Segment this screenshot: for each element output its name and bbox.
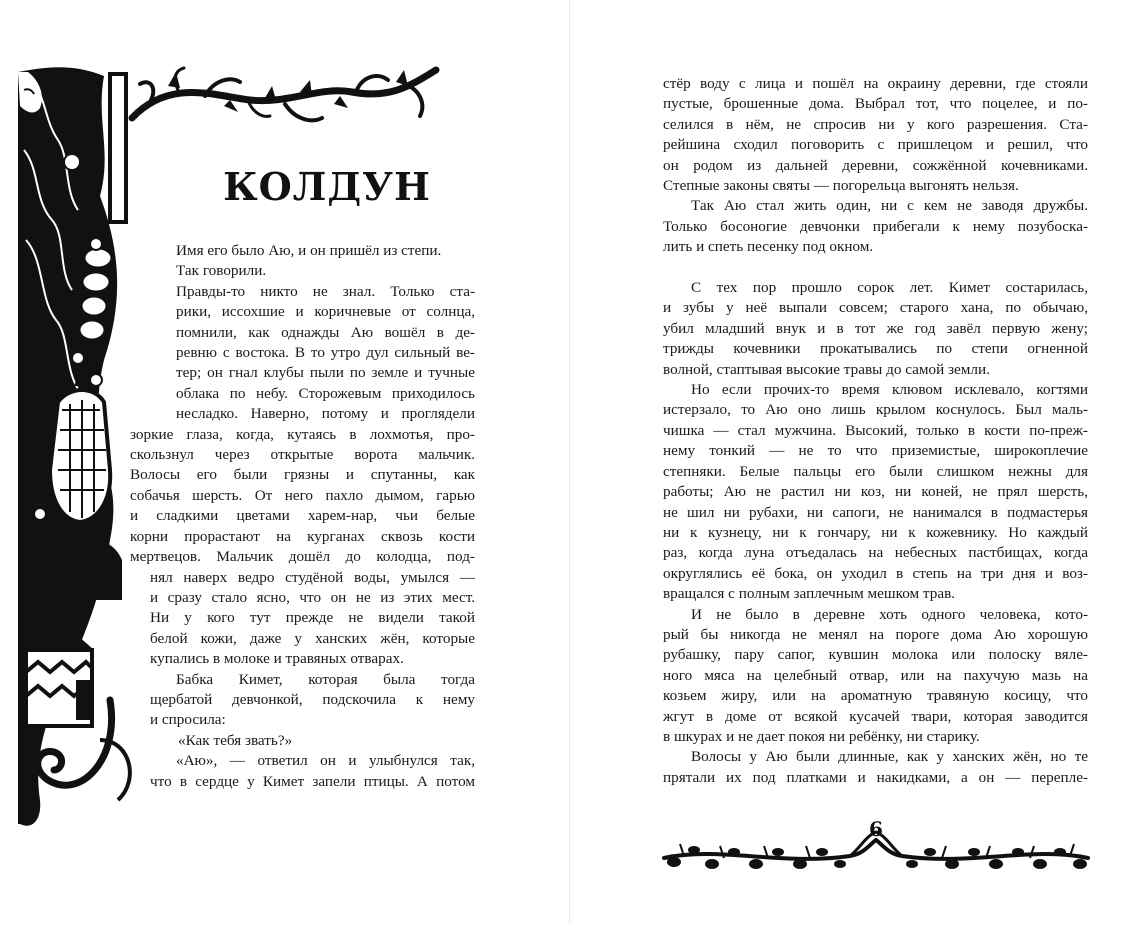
text-line: трижды кочевники прокатывались по степи огненной: [663, 340, 1088, 358]
text-line: рубашку, пару сапог, кувшин молока или полоску вяле-: [663, 646, 1088, 664]
text-line: «Аю», — ответил он и улыбнулся так,: [176, 752, 475, 770]
text-line: рики, иссохшие и коричневые от солнца,: [176, 303, 475, 321]
chapter-title: КОЛДУН: [223, 164, 431, 209]
text-line: ного мяса на целебный отвар, или на пахучую мазь на: [663, 666, 1088, 684]
woman-face-illustration: [18, 72, 42, 112]
text-line: помнили, как однажды Аю вошёл в де-: [176, 323, 475, 341]
text-line: не шил ни рубахи, ни сапоги, не нанимался в подмастерья: [663, 503, 1088, 521]
text-line: Но если прочих-то время клювом исклевало, когтями: [691, 381, 1088, 399]
text-line: рейшина сходил поговорить с пришлецом и решил, что: [663, 136, 1088, 154]
text-line: степняки. Белые пальцы его были слишком нежны для: [663, 462, 1088, 480]
text-line: и сразу стало ясно, что он не из этих мест.: [150, 588, 475, 606]
text-line: щербатой девчонкой, подскочила к нему: [150, 690, 475, 708]
text-line: округлялись её бока, он уходил в степь на три дня и воз-: [663, 564, 1088, 582]
text-line: Имя его было Аю, и он пришёл из степи.: [176, 242, 442, 259]
text-line: пустые, брошенные дома. Выбрал тот, что поцелее, и по-: [663, 95, 1088, 113]
text-line: нему тонкий — не то что приземистые, широкоплечие: [663, 442, 1088, 460]
text-line: Волосы его были грязны и спутанны, как: [130, 466, 475, 484]
text-line: истерзало, то Аю оно лишь крылом коснулось. Был маль-: [663, 401, 1088, 419]
text-line: Волосы у Аю были длинные, как у ханских жён, но те: [691, 748, 1088, 766]
text-line: козьем жиру, или на ароматную травяную косицу, что: [663, 687, 1088, 705]
text-line: раз, когда луна отъедалась на небесных пастбищах, когда: [663, 544, 1088, 562]
text-line: нял наверх ведро студёной воды, умылся —: [150, 568, 475, 586]
text-line: чишка — стал мужчина. Высокий, только в кости по-преж-: [663, 421, 1088, 439]
text-line: лить и спеть песенку под окном.: [663, 238, 874, 256]
text-line: стёр воду с лица и пошёл на окраину деревни, где стояли: [663, 75, 1088, 92]
text-line: Бабка Кимет, которая была тогда: [176, 670, 475, 688]
book-gutter: [569, 0, 570, 925]
text-line: белой кожи, даже у ханских жён, которые: [150, 629, 475, 647]
left-page-body: [130, 241, 475, 792]
text-line: волной, стаптывая высокие травы до самой земли.: [663, 360, 990, 378]
house-illustration: [22, 618, 94, 726]
text-line: купались в молоке и травяных отварах.: [150, 650, 404, 668]
text-line: тер; он гнал клубы пыли по земле и тучные: [176, 364, 475, 382]
text-line: вращался с полным заплечным мешком трав.: [663, 585, 956, 603]
text-line: рый бы никогда не менял на пороге дома Аю хорошую: [663, 625, 1088, 643]
text-line: скользнул через открытые ворота мальчик.: [130, 446, 475, 464]
text-line: и сладкими цветами харем-нар, чьи белые: [130, 507, 475, 525]
text-line: он родом из дальней деревни, сожжённой кочевниками.: [663, 156, 1088, 174]
text-line: зоркие глаза, когда, кутаясь в лохмотья, про-: [130, 425, 475, 443]
braid-illustration: [79, 248, 112, 340]
text-line: работы; Аю не растил ни коз, ни коней, не прял шерсть,: [663, 483, 1088, 501]
text-line: собачья шерсть. От него пахло дымом, гарью: [130, 486, 475, 504]
text-line: «Как тебя звать?»: [178, 731, 293, 749]
text-line: что в сердце у Кимет запели птицы. А потом: [150, 772, 475, 790]
text-line: корни прорастают на курганах сквозь кости: [130, 527, 475, 545]
branch-ornament-illustration: [660, 826, 1092, 876]
text-line: Степные законы святы — погорельца выгонять нельзя.: [663, 177, 1019, 195]
right-page-body: [663, 74, 1088, 788]
text-line: Правды-то никто не знал. Только ста-: [176, 282, 475, 300]
text-line: и спросила:: [150, 711, 226, 729]
text-line: несладко. Наверно, потому и проглядели: [176, 405, 475, 423]
text-line: в шкурах и не дает покоя ни ребёнку, ни старику.: [663, 727, 980, 745]
text-line: и зубы у неё выпали совсем; старого хана, по обычаю,: [663, 299, 1088, 317]
warrior-illustration: [50, 366, 122, 600]
hair-illustration: [18, 67, 117, 825]
text-line: Так Аю стал жить один, ни с кем не заводя дружбы.: [691, 197, 1088, 215]
text-line: селился в нём, не спросив ни у кого разрешения. Ста-: [663, 115, 1088, 133]
text-line: ни к кузнецу, ни к гончару, ни к кожевнику. Но каждый: [663, 523, 1088, 541]
flowers-illustration: [34, 154, 102, 587]
window-frame-illustration: [110, 74, 126, 222]
text-line: прятали их под платками и накидками, а он — перепле-: [663, 768, 1088, 786]
thorn-branch-illustration: [132, 68, 436, 120]
text-line: И не было в деревне хоть одного человека, кото-: [691, 605, 1088, 623]
text-line: ревню с востока. В то утро дул сильный ве-: [176, 344, 475, 362]
text-line: Так говорили.: [176, 262, 267, 280]
text-line: Ни у кого тут прежде не видели такой: [150, 609, 475, 627]
text-line: Только босоногие девчонки прибегали к нему позубоска-: [663, 217, 1088, 235]
text-line: облака по небу. Сторожевым приходилось: [176, 384, 475, 402]
page-number: 6: [869, 817, 883, 841]
text-line: убил младший внук и в тот же год завёл первую жену;: [663, 319, 1088, 337]
text-line: жгут в доме от всякой кусачей твари, которая заводится: [663, 707, 1088, 725]
text-line: мертвецов. Мальчик дошёл до колодца, под-: [130, 548, 475, 566]
text-line: С тех пор прошло сорок лет. Кимет состарилась,: [691, 279, 1088, 297]
